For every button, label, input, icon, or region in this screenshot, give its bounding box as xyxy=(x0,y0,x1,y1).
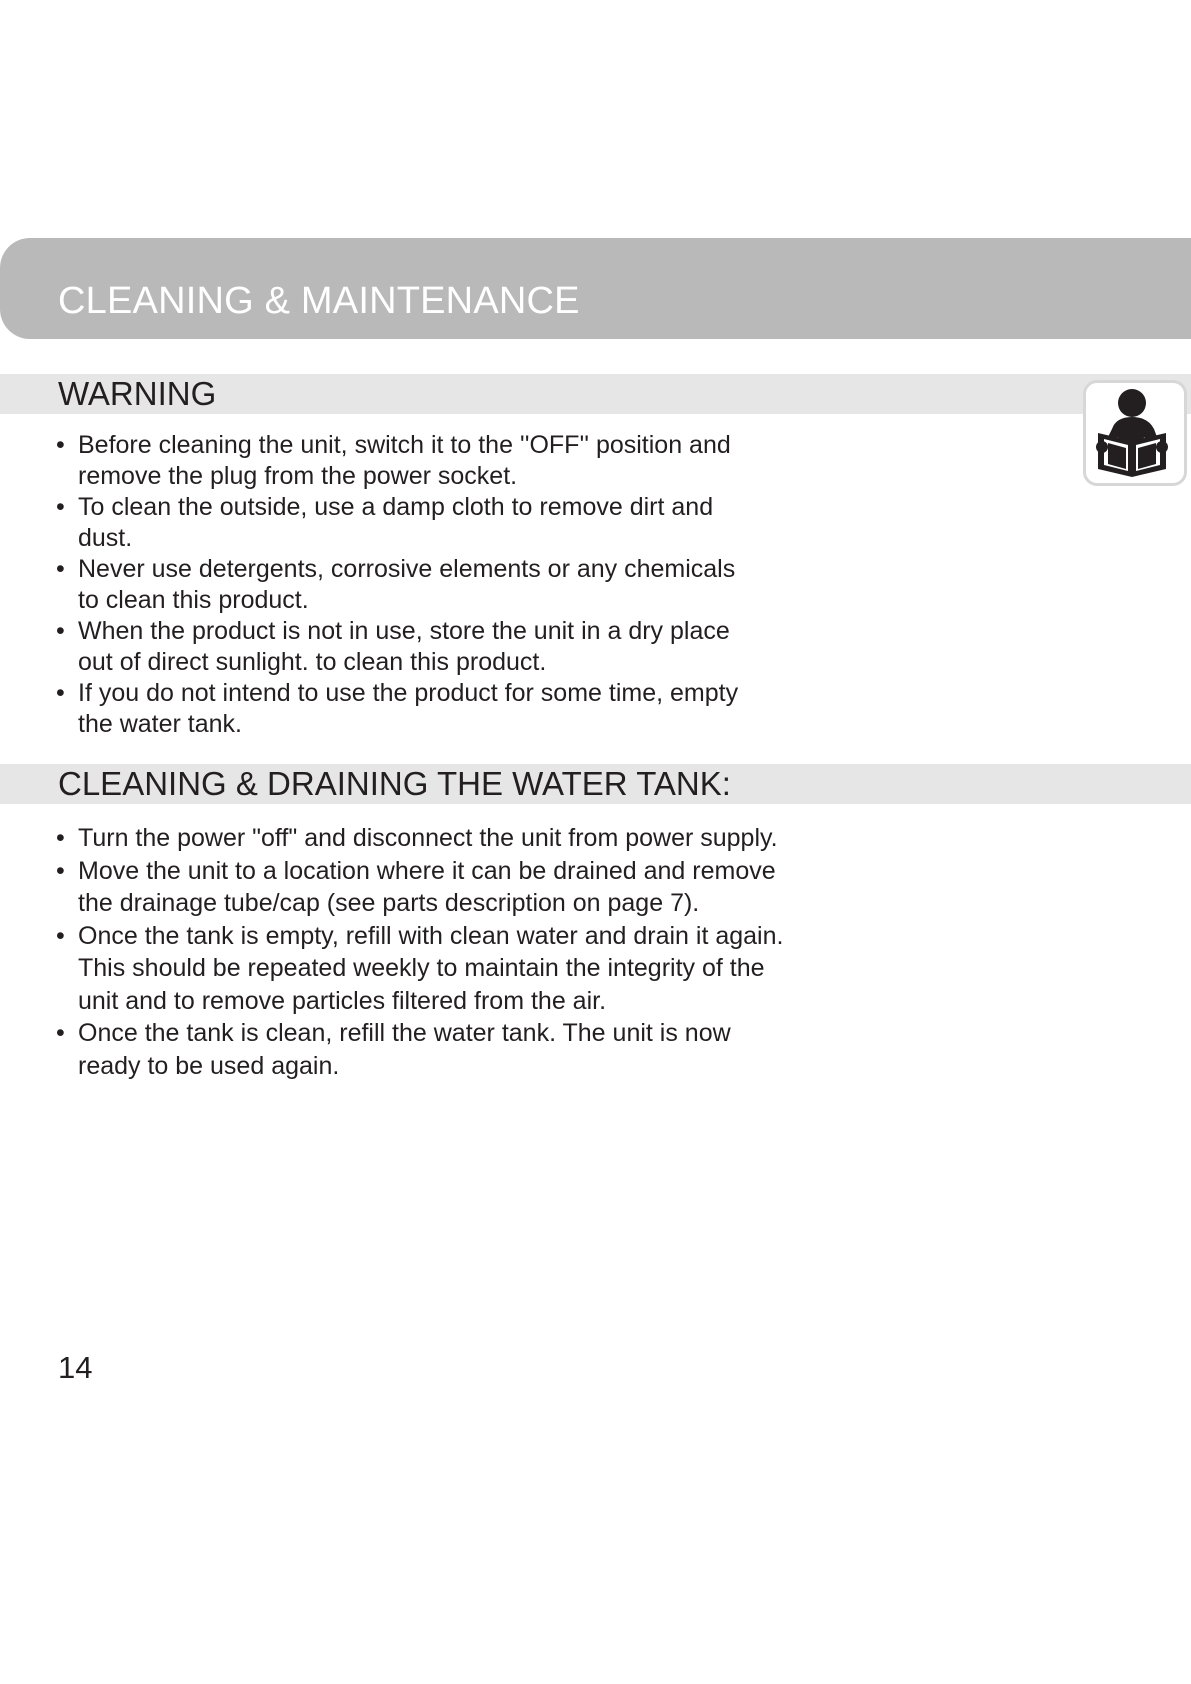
list-item xyxy=(56,855,783,920)
warning-list xyxy=(56,430,738,740)
bullet-icon: • xyxy=(56,679,65,707)
warning-title: WARNING xyxy=(58,375,217,412)
list-item xyxy=(56,1017,783,1082)
list-item-text: out of direct sunlight. to clean this product. xyxy=(78,648,547,676)
list-item xyxy=(56,678,738,740)
list-item-text: This should be repeated weekly to maintain the integrity of the xyxy=(78,954,765,982)
list-item-text: If you do not intend to use the product for some time, empty xyxy=(78,679,739,707)
bullet-icon: • xyxy=(56,555,65,583)
list-item-text: remove the plug from the power socket. xyxy=(78,462,518,490)
list-item xyxy=(56,430,738,492)
list-item-text: To clean the outside, use a damp cloth to remove dirt and xyxy=(78,493,714,521)
list-item-text: Move the unit to a location where it can be drained and remove xyxy=(78,856,776,885)
list-item xyxy=(56,616,738,678)
list-item-text: Once the tank is clean, refill the water tank. The unit is now xyxy=(78,1019,731,1047)
list-item-text: to clean this product. xyxy=(78,586,309,614)
tank-list xyxy=(56,822,783,1082)
bullet-icon: • xyxy=(56,921,65,950)
list-item xyxy=(56,920,783,1018)
bullet-icon: • xyxy=(56,856,65,885)
read-manual-icon xyxy=(1083,380,1187,486)
bullet-icon: • xyxy=(56,617,65,645)
bullet-icon: • xyxy=(56,1019,65,1047)
list-item-text: unit and to remove particles filtered from the air. xyxy=(78,986,607,1015)
list-item xyxy=(56,492,738,554)
list-item-text: Once the tank is empty, refill with clean water and drain it again. xyxy=(78,921,784,950)
list-item-text: the water tank. xyxy=(78,710,242,738)
read-manual-icon-graphic xyxy=(1086,383,1184,483)
page-number: 14 xyxy=(58,1350,93,1385)
bullet-icon: • xyxy=(56,431,65,459)
list-item xyxy=(56,822,783,855)
list-item-text: the drainage tube/cap (see parts description on page 7). xyxy=(78,889,700,917)
tank-title: CLEANING & DRAINING THE WATER TANK: xyxy=(58,765,731,802)
list-item-text: Turn the power "off" and disconnect the unit from power supply. xyxy=(78,824,778,852)
list-item xyxy=(56,554,738,616)
page-title: CLEANING & MAINTENANCE xyxy=(58,280,580,322)
list-item-text: Before cleaning the unit, switch it to the ''OFF'' position and xyxy=(78,431,731,459)
list-item-text: ready to be used again. xyxy=(78,1051,340,1080)
list-item-text: dust. xyxy=(78,524,133,552)
bullet-icon: • xyxy=(56,824,65,852)
bullet-icon: • xyxy=(56,493,65,521)
list-item-text: When the product is not in use, store the unit in a dry place xyxy=(78,617,730,645)
list-item-text: Never use detergents, corrosive elements or any chemicals xyxy=(78,555,736,583)
